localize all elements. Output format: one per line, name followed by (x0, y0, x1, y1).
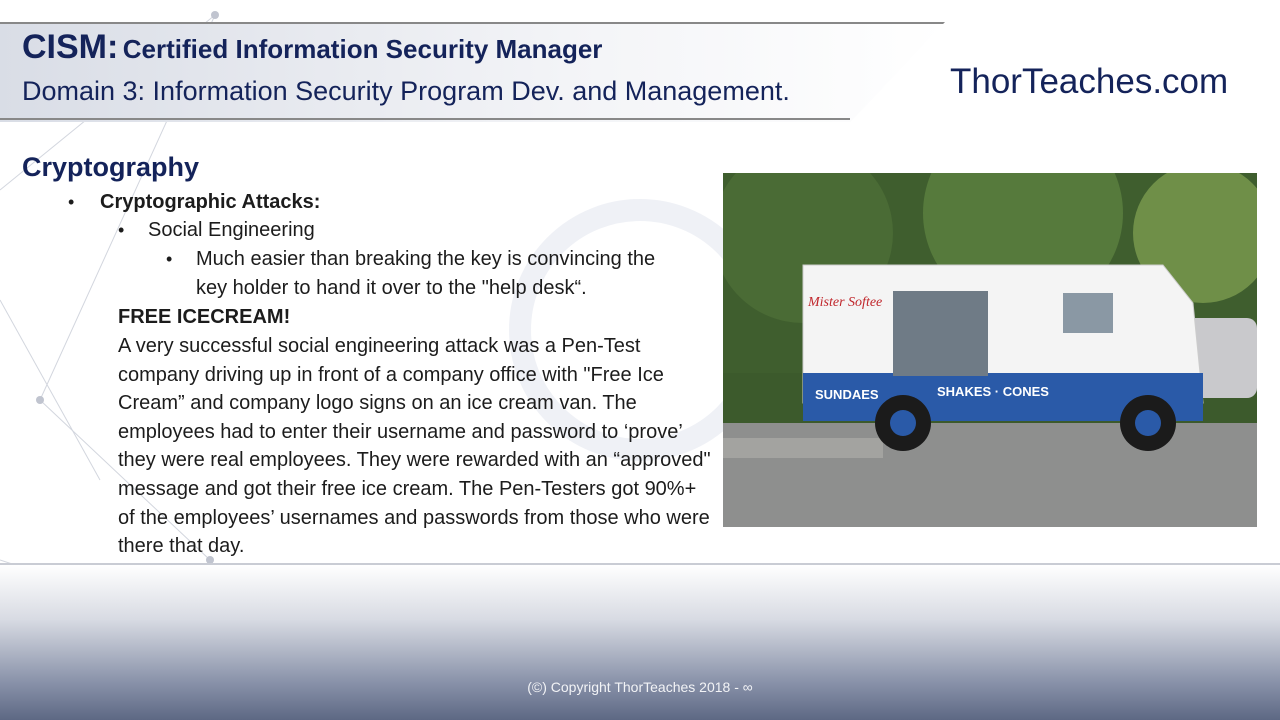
bullet-level3-line2: key holder to hand it over to the "help desk“. (196, 277, 587, 299)
slide-heading: Cryptography (22, 152, 200, 182)
bullet-level1: Cryptographic Attacks: (100, 191, 321, 213)
bullet-level3-line1: Much easier than breaking the key is convincing the (196, 248, 656, 270)
course-full-name: Certified Information Security Manager (122, 34, 603, 64)
bullet-icon: • (166, 249, 173, 269)
brand-logo-text: ThorTeaches.com (950, 62, 1229, 101)
domain-subtitle: Domain 3: Information Security Program Dev. and Management. (22, 76, 790, 106)
divider (0, 563, 1280, 565)
course-abbr: CISM: (22, 28, 119, 66)
ice-cream-van-photo (723, 173, 1257, 527)
bullet-icon: • (68, 192, 75, 212)
divider (0, 118, 850, 120)
footer-band (0, 565, 1280, 720)
van-sign-shakes-cones: SHAKES · CONES (937, 384, 1049, 399)
story-paragraph: A very successful social engineering attack was a Pen-Test company driving up in front of a company office with "Free Ice Cream” and company logo signs on an ice cream van. The employees had to enter their username and password to ‘prove’ they were real employees. They were rewarded with an “approved" message and got their free ice cream. The Pen-Testers got 90%+ of the employees’ usernames and passwords from those who were there that day. (118, 335, 711, 558)
bullet-level2: Social Engineering (148, 219, 315, 241)
bullet-icon: • (118, 220, 125, 240)
course-title (22, 28, 602, 67)
copyright-footer: (©) Copyright ThorTeaches 2018 - ∞ (527, 679, 753, 695)
van-illustration (723, 173, 1257, 527)
van-sign-sundaes: SUNDAES (815, 387, 879, 402)
van-brand-text: Mister Softee (808, 295, 883, 310)
story-title: FREE ICECREAM! (118, 306, 291, 328)
